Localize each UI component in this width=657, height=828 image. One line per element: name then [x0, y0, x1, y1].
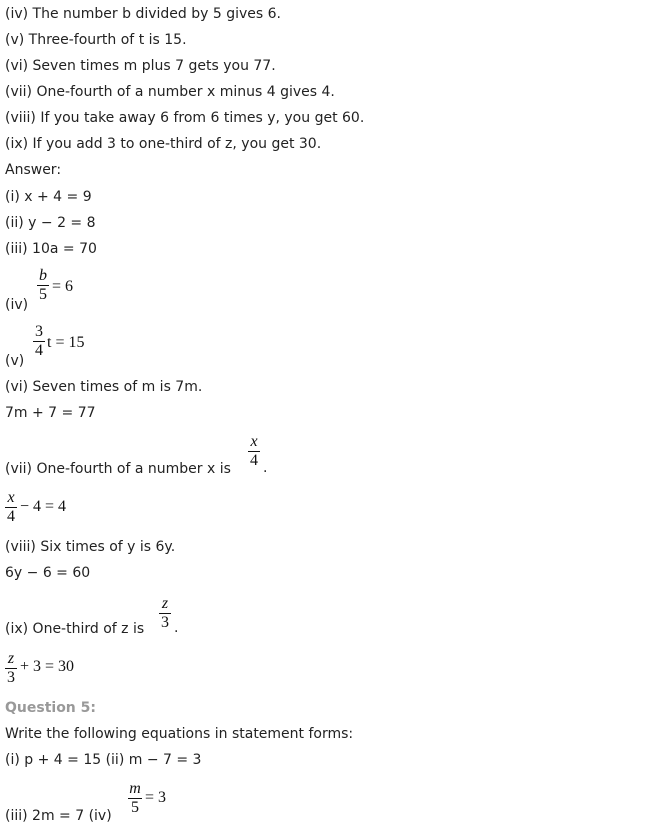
answer-iv-label: (iv)	[5, 297, 29, 313]
question-5-iv-fraction	[128, 781, 142, 816]
fraction-numerator: m	[129, 780, 141, 797]
statement-vi: (vi) Seven times m plus 7 gets you 77.	[5, 58, 276, 74]
answer-viii-equation: 6y − 6 = 60	[5, 565, 91, 581]
answer-vi-text: (vi) Seven times of m is 7m.	[5, 379, 203, 395]
question-5-title: Question 5:	[5, 700, 96, 716]
answer-vii-eq-fraction	[5, 490, 17, 525]
question-5-prompt: Write the following equations in statement forms:	[5, 726, 354, 742]
fraction-numerator: z	[161, 595, 169, 612]
answer-v-rhs: t = 15	[47, 334, 85, 351]
fraction-numerator: b	[39, 267, 47, 284]
statement-iv: (iv) The number b divided by 5 gives 6.	[5, 6, 282, 22]
fraction-denominator: 3	[161, 614, 169, 631]
answer-iv-rhs: = 6	[52, 278, 74, 295]
answer-ix-eq-fraction	[5, 651, 17, 686]
answer-label: Answer:	[5, 162, 62, 178]
statement-vii: (vii) One-fourth of a number x minus 4 gives 4.	[5, 84, 335, 100]
fraction-denominator: 3	[7, 669, 15, 686]
answer-ix-text: (ix) One-third of z is	[5, 621, 145, 637]
answer-ix-fraction	[159, 596, 171, 631]
fraction-numerator: x	[250, 433, 258, 450]
answer-vii-fraction	[248, 434, 260, 469]
answer-vii-text: (vii) One-fourth of a number x is	[5, 461, 231, 477]
statement-v: (v) Three-fourth of t is 15.	[5, 32, 187, 48]
answer-viii-text: (viii) Six times of y is 6y.	[5, 539, 176, 555]
answer-v-fraction	[33, 324, 45, 359]
answer-iv-fraction	[37, 268, 49, 303]
answer-vii-period: .	[263, 460, 268, 476]
answer-ix-eq-rhs: + 3 = 30	[20, 658, 75, 675]
fraction-denominator: 4	[35, 342, 43, 359]
answer-vii-eq-rhs: − 4 = 4	[20, 498, 67, 515]
answer-v-label: (v)	[5, 353, 25, 369]
fraction-denominator: 5	[39, 286, 47, 303]
fraction-numerator: 3	[35, 323, 43, 340]
fraction-denominator: 5	[131, 799, 139, 816]
fraction-numerator: z	[7, 650, 15, 667]
statement-ix: (ix) If you add 3 to one-third of z, you get 30.	[5, 136, 322, 152]
answer-ix-period: .	[174, 620, 179, 636]
answer-ii: (ii) y − 2 = 8	[5, 215, 96, 231]
question-5-line-1: (i) p + 4 = 15 (ii) m − 7 = 3	[5, 752, 202, 768]
statement-viii: (viii) If you take away 6 from 6 times y, you get 60.	[5, 110, 365, 126]
answer-vi-equation: 7m + 7 = 77	[5, 405, 96, 421]
question-5-iv-rhs: = 3	[145, 789, 167, 806]
answer-i: (i) x + 4 = 9	[5, 189, 92, 205]
question-5-line-2: (iii) 2m = 7 (iv)	[5, 808, 112, 824]
fraction-denominator: 4	[7, 508, 15, 525]
fraction-numerator: x	[7, 489, 15, 506]
answer-iii: (iii) 10a = 70	[5, 241, 97, 257]
fraction-denominator: 4	[250, 452, 258, 469]
